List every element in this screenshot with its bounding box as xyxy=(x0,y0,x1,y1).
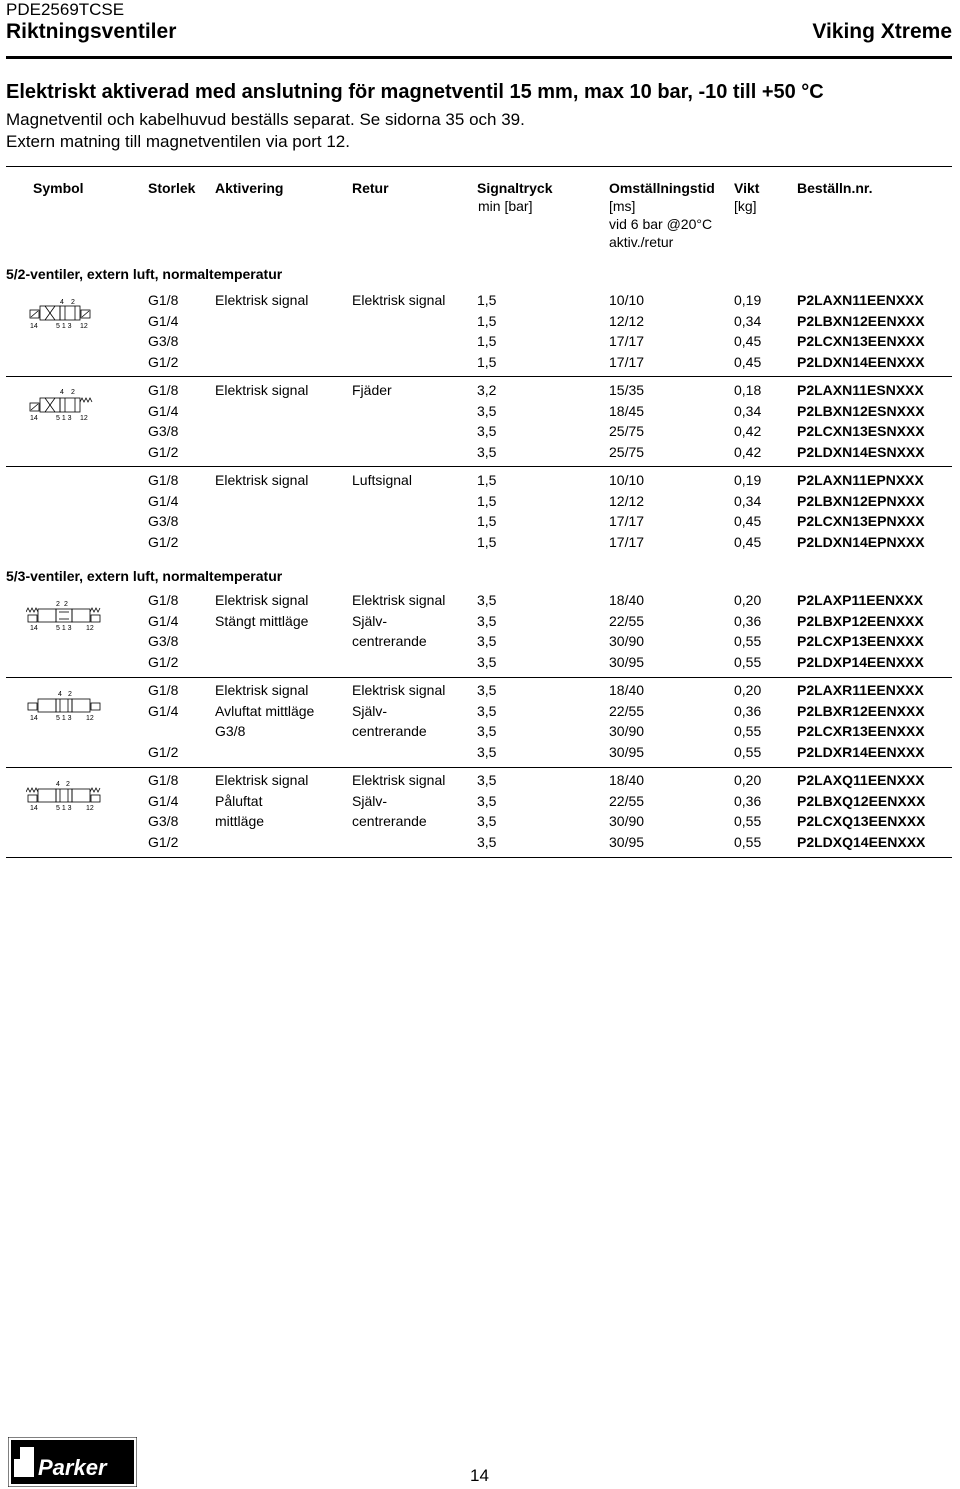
cell-order-number: P2LDXP14EENXXX xyxy=(797,653,924,670)
cell-switch-time: 30/90 xyxy=(609,723,645,739)
cell-return: Elektrisk signal xyxy=(352,772,446,788)
cell-signal-pressure: 3,5 xyxy=(477,813,497,829)
cell-actuation: Elektrisk signal xyxy=(215,772,309,788)
page-number: 14 xyxy=(470,1466,489,1485)
svg-text:5 1 3: 5 1 3 xyxy=(56,415,72,422)
cell-actuation: Elektrisk signal xyxy=(215,382,309,398)
intro-line-1: Magnetventil och kabelhuvud beställs separat. Se sidorna 35 och 39. xyxy=(6,110,525,129)
cell-weight: 0,34 xyxy=(734,402,762,419)
cell-weight: 0,55 xyxy=(734,633,762,649)
svg-text:5 1 3: 5 1 3 xyxy=(56,625,72,632)
cell-return: Själv- xyxy=(352,702,388,719)
cell-size: G1/2 xyxy=(148,533,179,550)
cell-size: G3/8 xyxy=(148,333,179,349)
svg-text:4: 4 xyxy=(60,299,64,306)
svg-text:14: 14 xyxy=(30,415,38,422)
cell-signal-pressure: 3,5 xyxy=(477,702,497,719)
cell-weight: 0,45 xyxy=(734,333,762,349)
cell-signal-pressure: 1,5 xyxy=(477,353,497,370)
cell-return: Fjäder xyxy=(352,382,392,398)
col-header-symbol: Symbol xyxy=(33,180,84,196)
cell-size: G1/2 xyxy=(148,833,179,850)
cell-return: centrerande xyxy=(352,813,427,829)
cell-order-number: P2LBXN12EENXXX xyxy=(797,312,925,329)
cell-weight: 0,36 xyxy=(734,702,762,719)
cell-weight: 0,20 xyxy=(734,682,762,698)
cell-signal-pressure: 3,5 xyxy=(477,743,497,760)
cell-order-number: P2LDXN14EENXXX xyxy=(797,353,925,370)
cell-signal-pressure: 3,5 xyxy=(477,772,497,788)
col-header-time-unit: [ms] xyxy=(609,198,636,214)
cell-order-number: P2LAXQ11EENXXX xyxy=(797,772,925,788)
5-3-closed-center-icon xyxy=(26,598,102,632)
svg-text:14: 14 xyxy=(30,805,38,812)
svg-text:2: 2 xyxy=(68,691,72,698)
cell-switch-time: 10/10 xyxy=(609,472,645,488)
cell-return: centrerande xyxy=(352,633,427,649)
cell-weight: 0,34 xyxy=(734,492,762,509)
cell-switch-time: 22/55 xyxy=(609,612,645,629)
col-header-signal-unit: min [bar] xyxy=(478,198,533,214)
cell-return: Elektrisk signal xyxy=(352,682,446,698)
row-divider xyxy=(6,376,952,377)
cell-signal-pressure: 1,5 xyxy=(477,533,497,550)
cell-size: G1/4 xyxy=(148,612,179,629)
cell-switch-time: 18/40 xyxy=(609,772,645,788)
row-divider xyxy=(6,767,952,768)
cell-size: G3/8 xyxy=(148,423,179,439)
cell-order-number: P2LAXR11EENXXX xyxy=(797,682,924,698)
cell-signal-pressure: 3,5 xyxy=(477,633,497,649)
cell-switch-time: 17/17 xyxy=(609,533,645,550)
row-divider xyxy=(6,677,952,678)
col-header-weight-unit: [kg] xyxy=(734,198,757,214)
cell-order-number: P2LAXP11EENXXX xyxy=(797,592,924,608)
cell-switch-time: 30/95 xyxy=(609,743,645,760)
col-header-weight: Vikt [kg] xyxy=(734,180,760,214)
row-divider xyxy=(6,466,952,467)
cell-order-number: P2LDXR14EENXXX xyxy=(797,743,925,760)
cell-weight: 0,55 xyxy=(734,653,762,670)
svg-text:2: 2 xyxy=(71,299,75,306)
table-top-rule xyxy=(6,166,952,167)
cell-order-number: P2LBXQ12EENXXX xyxy=(797,792,926,809)
svg-text:2: 2 xyxy=(71,389,75,396)
cell-switch-time: 17/17 xyxy=(609,513,645,529)
cell-size: G1/8 xyxy=(148,772,179,788)
cell-signal-pressure: 1,5 xyxy=(477,492,497,509)
table-bottom-rule xyxy=(6,857,952,858)
cell-weight: 0,20 xyxy=(734,592,762,608)
cell-size: G1/2 xyxy=(148,653,179,670)
cell-signal-pressure: 1,5 xyxy=(477,292,497,308)
cell-order-number: P2LCXP13EENXXX xyxy=(797,633,924,649)
cell-switch-time: 22/55 xyxy=(609,702,645,719)
cell-order-number: P2LCXN13ESNXXX xyxy=(797,423,925,439)
cell-order-number: P2LAXN11EPNXXX xyxy=(797,472,924,488)
cell-return: centrerande xyxy=(352,723,427,739)
cell-return: Själv- xyxy=(352,612,388,629)
cell-switch-time: 18/45 xyxy=(609,402,645,419)
cell-actuation: Avluftat mittläge xyxy=(215,702,315,719)
svg-text:14: 14 xyxy=(30,715,38,722)
cell-weight: 0,19 xyxy=(734,292,762,308)
cell-signal-pressure: 3,5 xyxy=(477,833,497,850)
cell-switch-time: 10/10 xyxy=(609,292,645,308)
cell-order-number: P2LCXQ13EENXXX xyxy=(797,813,926,829)
cell-return: Själv- xyxy=(352,792,388,809)
cell-switch-time: 25/75 xyxy=(609,443,645,460)
cell-signal-pressure: 3,5 xyxy=(477,423,497,439)
cell-switch-time: 12/12 xyxy=(609,312,645,329)
cell-switch-time: 25/75 xyxy=(609,423,645,439)
cell-signal-pressure: 3,5 xyxy=(477,443,497,460)
cell-size: G3/8 xyxy=(148,633,179,649)
cell-weight: 0,45 xyxy=(734,353,762,370)
svg-text:14: 14 xyxy=(30,625,38,632)
cell-order-number: P2LAXN11EENXXX xyxy=(797,292,924,308)
cell-size: G1/4 xyxy=(148,702,179,719)
cell-size: G1/2 xyxy=(148,353,179,370)
cell-actuation: Elektrisk signal xyxy=(215,592,309,608)
cell-size: G1/2 xyxy=(148,743,179,760)
header-rule xyxy=(6,56,952,59)
cell-signal-pressure: 3,5 xyxy=(477,653,497,670)
col-header-order: Beställn.nr. xyxy=(797,180,873,196)
cell-size: G1/8 xyxy=(148,682,179,698)
cell-weight: 0,18 xyxy=(734,382,762,398)
product-line-title: Viking Xtreme xyxy=(812,20,952,43)
cell-signal-pressure: 1,5 xyxy=(477,513,497,529)
cell-order-number: P2LAXN11ESNXXX xyxy=(797,382,924,398)
cell-actuation: Påluftat xyxy=(215,792,263,809)
cell-switch-time: 30/90 xyxy=(609,813,645,829)
cell-size: G3/8 xyxy=(148,813,179,829)
cell-weight: 0,36 xyxy=(734,612,762,629)
cell-switch-time: 12/12 xyxy=(609,492,645,509)
svg-text:2: 2 xyxy=(64,601,68,608)
cell-size: G1/4 xyxy=(148,492,179,509)
cell-weight: 0,20 xyxy=(734,772,762,788)
cell-return: Elektrisk signal xyxy=(352,592,446,608)
cell-size: G3/8 xyxy=(148,513,179,529)
cell-actuation: Stängt mittläge xyxy=(215,612,309,629)
col-header-time: Omställningstid [ms] vid 6 bar @20°C aktiv./retur xyxy=(609,180,715,250)
svg-text:4: 4 xyxy=(56,781,60,788)
svg-text:12: 12 xyxy=(86,805,94,812)
cell-size: G1/4 xyxy=(148,402,179,419)
cell-weight: 0,34 xyxy=(734,312,762,329)
svg-text:4: 4 xyxy=(58,691,62,698)
cell-signal-pressure: 1,5 xyxy=(477,333,497,349)
cell-weight: 0,36 xyxy=(734,792,762,809)
parker-logo xyxy=(8,1437,137,1487)
cell-switch-time: 30/95 xyxy=(609,833,645,850)
section-title-5-3: 5/3-ventiler, extern luft, normaltemperatur xyxy=(6,568,283,584)
cell-actuation: G3/8 xyxy=(215,723,246,739)
cell-order-number: P2LBXP12EENXXX xyxy=(797,612,924,629)
svg-text:12: 12 xyxy=(80,415,88,422)
5-2-solenoid-spring-icon xyxy=(26,386,96,422)
cell-size: G1/8 xyxy=(148,382,179,398)
document-code: PDE2569TCSE xyxy=(6,0,125,19)
cell-signal-pressure: 3,5 xyxy=(477,682,497,698)
cell-order-number: P2LBXN12EPNXXX xyxy=(797,492,925,509)
cell-order-number: P2LCXN13EPNXXX xyxy=(797,513,925,529)
col-header-time-condition: vid 6 bar @20°C xyxy=(609,216,713,232)
cell-weight: 0,42 xyxy=(734,423,762,439)
5-3-pressurized-center-icon xyxy=(26,778,102,812)
cell-switch-time: 17/17 xyxy=(609,353,645,370)
cell-switch-time: 15/35 xyxy=(609,382,645,398)
cell-size: G1/8 xyxy=(148,292,179,308)
section-title-5-2: 5/2-ventiler, extern luft, normaltemperatur xyxy=(6,266,283,282)
cell-weight: 0,45 xyxy=(734,533,762,550)
cell-actuation: mittläge xyxy=(215,813,265,829)
svg-text:14: 14 xyxy=(30,323,38,330)
svg-text:4: 4 xyxy=(60,389,64,396)
parker-logo-text: Parker xyxy=(38,1455,107,1480)
cell-return: Elektrisk signal xyxy=(352,292,446,308)
cell-size: G1/8 xyxy=(148,592,179,608)
col-header-time-mode: aktiv./retur xyxy=(609,234,674,250)
cell-weight: 0,45 xyxy=(734,513,762,529)
cell-switch-time: 30/95 xyxy=(609,653,645,670)
cell-size: G1/2 xyxy=(148,443,179,460)
cell-order-number: P2LBXN12ESNXXX xyxy=(797,402,925,419)
cell-actuation: Elektrisk signal xyxy=(215,682,309,698)
cell-signal-pressure: 3,5 xyxy=(477,723,497,739)
cell-signal-pressure: 3,5 xyxy=(477,792,497,809)
cell-weight: 0,55 xyxy=(734,723,762,739)
5-3-exhausted-center-icon xyxy=(26,688,102,722)
svg-text:2: 2 xyxy=(56,601,60,608)
section-heading: Elektriskt aktiverad med anslutning för magnetventil 15 mm, max 10 bar, -10 till +50 °C xyxy=(6,81,824,103)
cell-order-number: P2LBXR12EENXXX xyxy=(797,702,925,719)
svg-text:12: 12 xyxy=(86,625,94,632)
svg-text:12: 12 xyxy=(86,715,94,722)
cell-order-number: P2LCXR13EENXXX xyxy=(797,723,925,739)
cell-signal-pressure: 1,5 xyxy=(477,472,497,488)
cell-return: Luftsignal xyxy=(352,472,412,488)
cell-switch-time: 17/17 xyxy=(609,333,645,349)
cell-order-number: P2LDXQ14EENXXX xyxy=(797,833,926,850)
cell-signal-pressure: 3,5 xyxy=(477,402,497,419)
cell-switch-time: 18/40 xyxy=(609,592,645,608)
col-header-signal: Signaltryck min [bar] xyxy=(477,180,553,214)
cell-signal-pressure: 3,5 xyxy=(477,592,497,608)
cell-order-number: P2LCXN13EENXXX xyxy=(797,333,925,349)
col-header-actuation: Aktivering xyxy=(215,180,284,196)
cell-order-number: P2LDXN14ESNXXX xyxy=(797,443,925,460)
cell-weight: 0,55 xyxy=(734,833,762,850)
cell-size: G1/4 xyxy=(148,312,179,329)
svg-text:5 1 3: 5 1 3 xyxy=(56,715,72,722)
cell-actuation: Elektrisk signal xyxy=(215,472,309,488)
cell-signal-pressure: 1,5 xyxy=(477,312,497,329)
cell-size: G1/4 xyxy=(148,792,179,809)
cell-order-number: P2LDXN14EPNXXX xyxy=(797,533,925,550)
cell-actuation: Elektrisk signal xyxy=(215,292,309,308)
svg-text:5 1 3: 5 1 3 xyxy=(56,805,72,812)
cell-weight: 0,55 xyxy=(734,743,762,760)
svg-text:12: 12 xyxy=(80,323,88,330)
cell-signal-pressure: 3,5 xyxy=(477,612,497,629)
cell-switch-time: 18/40 xyxy=(609,682,645,698)
cell-weight: 0,42 xyxy=(734,443,762,460)
cell-size: G1/8 xyxy=(148,472,179,488)
col-header-return: Retur xyxy=(352,180,389,196)
cell-switch-time: 22/55 xyxy=(609,792,645,809)
svg-text:2: 2 xyxy=(66,781,70,788)
cell-weight: 0,19 xyxy=(734,472,762,488)
page-title: Riktningsventiler xyxy=(6,20,177,43)
cell-weight: 0,55 xyxy=(734,813,762,829)
5-2-solenoid-solenoid-icon xyxy=(26,296,96,330)
cell-signal-pressure: 3,2 xyxy=(477,382,497,398)
intro-line-2: Extern matning till magnetventilen via port 12. xyxy=(6,132,350,151)
svg-text:5 1 3: 5 1 3 xyxy=(56,323,72,330)
col-header-size: Storlek xyxy=(148,180,196,196)
cell-switch-time: 30/90 xyxy=(609,633,645,649)
